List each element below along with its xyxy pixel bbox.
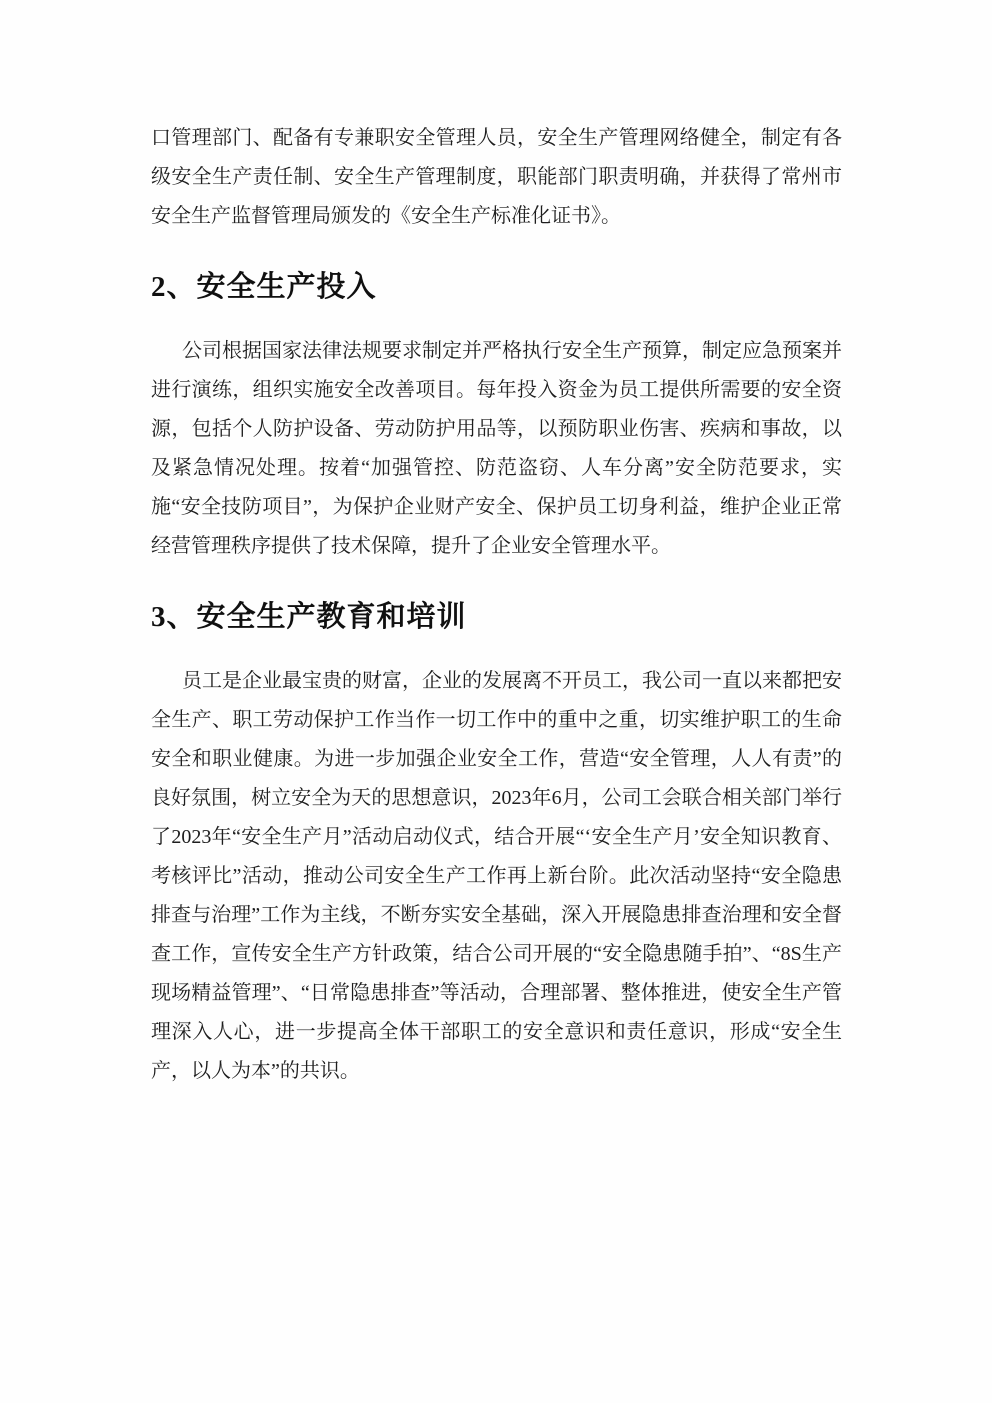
continuation-paragraph: 口管理部门、配备有专兼职安全管理人员，安全生产管理网络健全，制定有各级安全生产责任制、安全生产管理制度，职能部门职责明确，并获得了常州市安全生产监督管理局颁发的《安全生产标准化证书》。 — [151, 127, 842, 227]
section-heading-safety-education: 3、安全生产教育和培训 — [151, 601, 467, 633]
section-paragraph-safety-education: 员工是企业最宝贵的财富，企业的发展离不开员工，我公司一直以来都把安全生产、职工劳动保护工作当作一切工作中的重中之重，切实维护职工的生命安全和职业健康。为进一步加强企业安全工作，营造“安全管理，人人有责”的良好氛围，树立安全为天的思想意识，2023年6月，公司工会联合相关部门举行了2023年“安全生产月”活动启动仪式，结合开展“‘安全生产月’安全知识教育、考核评比”活动，推动公司安全生产工作再上新台阶。此次活动坚持“安全隐患排查与治理”工作为主线，不断夯实安全基础，深入开展隐患排查治理和安全督查工作，宣传安全生产方针政策，结合公司开展的“安全隐患随手拍”、“8S生产现场精益管理”、“日常隐患排查”等活动，合理部署、整体推进，使安全生产管理深入人心，进一步提高全体干部职工的安全意识和责任意识，形成“安全生产，以人为本”的共识。 — [151, 670, 842, 1082]
section-paragraph-safety-investment: 公司根据国家法律法规要求制定并严格执行安全生产预算，制定应急预案并进行演练，组织实施安全改善项目。每年投入资金为员工提供所需要的安全资源，包括个人防护设备、劳动防护用品等，以预防职业伤害、疾病和事故，以及紧急情况处理。按着“加强管控、防范盗窃、人车分离”安全防范要求，实施“安全技防项目”，为保护企业财产安全、保护员工切身利益，维护企业正常经营管理秩序提供了技术保障，提升了企业安全管理水平。 — [151, 340, 842, 557]
section-heading-safety-investment: 2、安全生产投入 — [151, 271, 377, 303]
